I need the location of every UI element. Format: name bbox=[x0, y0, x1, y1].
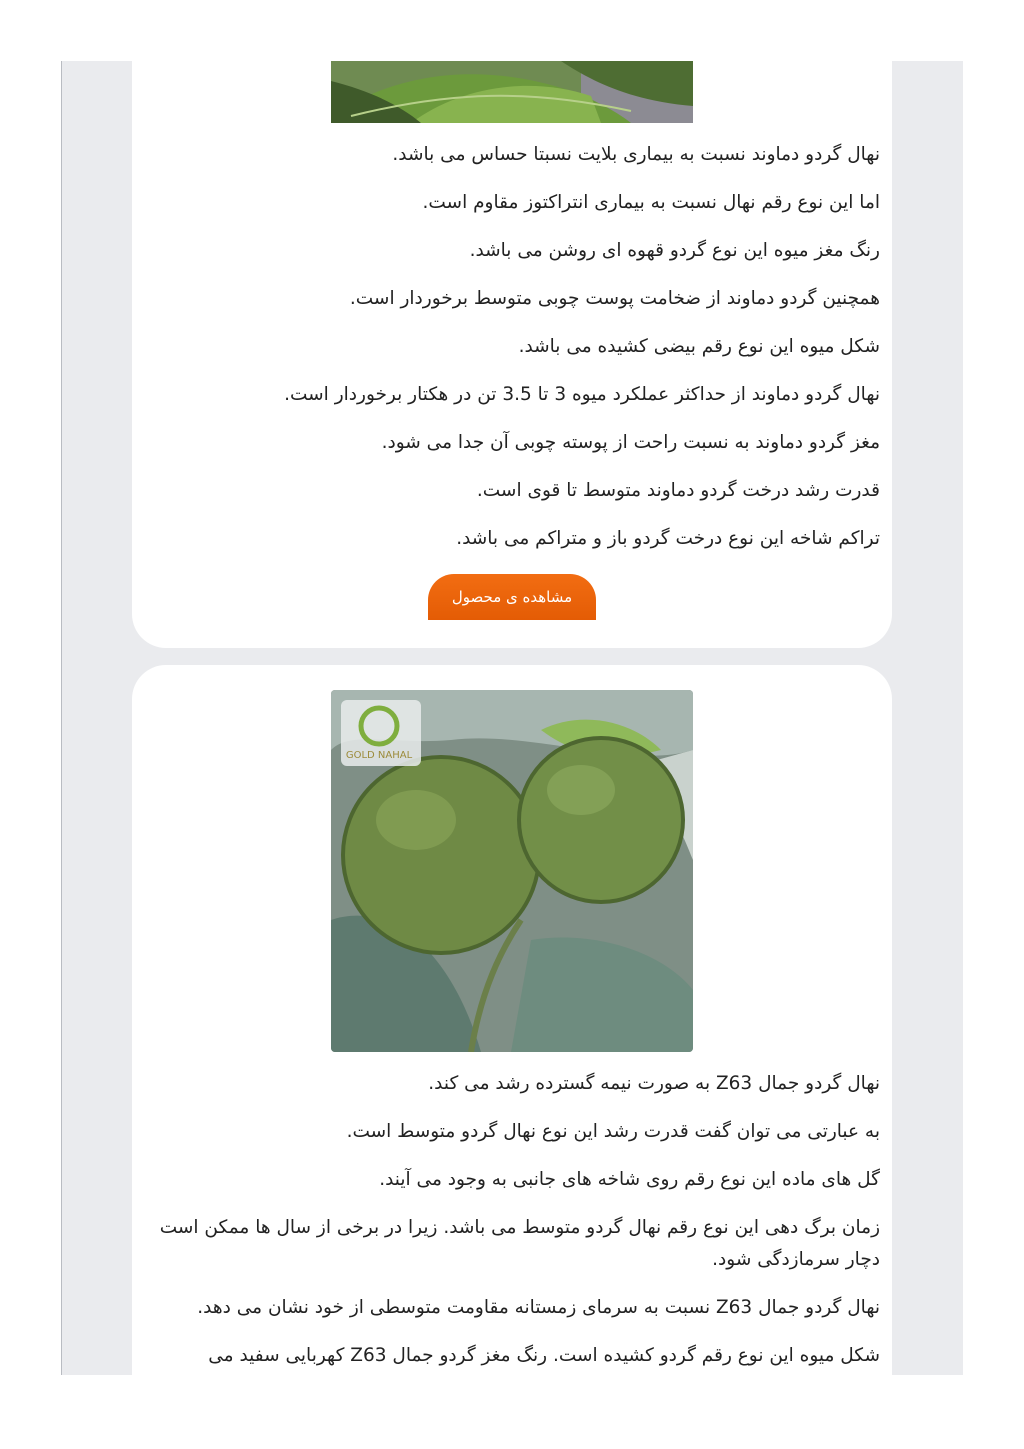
description-line: شکل میوه این نوع رقم گردو کشیده است. رنگ مغز گردو جمال Z63 کهربایی سفید می bbox=[208, 1345, 880, 1366]
walnut-fruit-photo bbox=[331, 690, 693, 1052]
description-line: مغز گردو دماوند به نسبت راحت از پوسته چوبی آن جدا می شود. bbox=[381, 432, 880, 453]
description-line: نهال گردو جمال Z63 به صورت نیمه گسترده رشد می کند. bbox=[428, 1073, 880, 1094]
product-card-jamal-z63 bbox=[132, 665, 892, 1375]
description-line: رنگ مغز میوه این نوع گردو قهوه ای روشن می باشد. bbox=[469, 240, 880, 261]
jamal-description bbox=[152, 1068, 880, 1375]
view-product-button[interactable]: مشاهده ی محصول bbox=[428, 574, 596, 620]
description-line: زمان برگ دهی این نوع رقم نهال گردو متوسط می باشد. زیرا در برخی از سال ها ممکن است دچار سرمازدگی شود. bbox=[159, 1217, 880, 1270]
description-line: قدرت رشد درخت گردو دماوند متوسط تا قوی است. bbox=[476, 480, 880, 501]
description-line: اما این نوع رقم نهال نسبت به بیماری انتراکتوز مقاوم است. bbox=[422, 192, 880, 213]
walnut-leaf-photo bbox=[331, 61, 693, 123]
description-line: نهال گردو دماوند نسبت به بیماری بلایت نسبتا حساس می باشد. bbox=[392, 144, 880, 165]
damavand-description bbox=[152, 139, 880, 571]
description-line: نهال گردو جمال Z63 نسبت به سرمای زمستانه مقاومت متوسطی از خود نشان می دهد. bbox=[197, 1297, 880, 1318]
description-line: همچنین گردو دماوند از ضخامت پوست چوبی متوسط برخوردار است. bbox=[349, 288, 880, 309]
description-line: شکل میوه این نوع رقم بیضی کشیده می باشد. bbox=[518, 336, 880, 357]
page-frame bbox=[61, 61, 963, 1375]
description-line: گل های ماده این نوع رقم روی شاخه های جانبی به وجود می آیند. bbox=[379, 1169, 880, 1190]
description-line: تراکم شاخه این نوع درخت گردو باز و متراکم می باشد. bbox=[456, 528, 880, 549]
description-line: به عبارتی می توان گفت قدرت رشد این نوع نهال گردو متوسط است. bbox=[346, 1121, 880, 1142]
gold-nahal-logo-text: GOLD NAHAL bbox=[345, 750, 413, 761]
description-line: نهال گردو دماوند از حداکثر عملکرد میوه 3 تا 3.5 تن در هکتار برخوردار است. bbox=[284, 384, 880, 405]
product-card-damavand bbox=[132, 61, 892, 648]
